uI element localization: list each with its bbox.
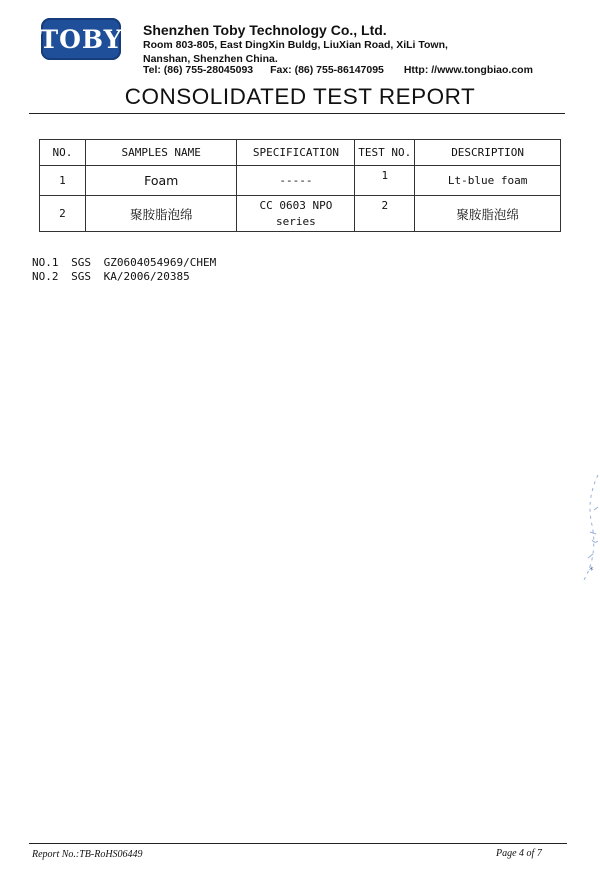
reference-report: GZ0604054969/CHEM — [103, 256, 217, 269]
report-title: CONSOLIDATED TEST REPORT — [124, 84, 476, 109]
cell-description: Lt-blue foam — [415, 166, 561, 196]
company-name: Shenzhen Toby Technology Co., Ltd. — [143, 22, 387, 38]
company-address — [143, 39, 448, 66]
cell-no: 1 — [40, 166, 86, 196]
header-test-no: TEST NO. — [355, 140, 415, 166]
title-divider — [29, 113, 565, 114]
reference-no: NO.1 — [32, 256, 59, 269]
table-row — [40, 166, 561, 196]
reference-item — [32, 270, 222, 284]
cell-test-no: 1 — [355, 166, 415, 196]
contact-line — [143, 64, 533, 76]
address-line-2: Nanshan, Shenzhen China. — [143, 52, 278, 65]
reference-item — [32, 256, 222, 270]
header-no: NO. — [40, 140, 86, 166]
logo-text: TOBY — [39, 24, 123, 54]
cell-no: 2 — [40, 196, 86, 232]
page-number: Page 4 of 7 — [496, 848, 542, 859]
cell-description: 聚胺脂泡绵 — [415, 196, 561, 232]
address-line-1: Room 803-805, East DingXin Buldg, LiuXian Road, XiLi Town, — [143, 39, 448, 51]
fax: Fax: (86) 755-86147095 — [270, 64, 384, 76]
samples-table — [39, 139, 561, 232]
reference-agency: SGS — [71, 270, 91, 283]
cell-specification: CC 0603 NPO series — [237, 196, 355, 232]
reference-report: KA/2006/20385 — [103, 270, 190, 283]
cell-sample-name: Foam — [85, 166, 237, 196]
header-specification: SPECIFICATION — [237, 140, 355, 166]
table-row — [40, 196, 561, 232]
company-logo — [41, 18, 121, 60]
report-number: Report No.:TB-RoHS06449 — [32, 849, 143, 860]
header-description: DESCRIPTION — [415, 140, 561, 166]
reference-agency: SGS — [71, 256, 91, 269]
partial-seal-stamp — [576, 470, 600, 600]
reference-no: NO.2 — [32, 270, 59, 283]
cell-specification: ----- — [237, 166, 355, 196]
header-samples-name: SAMPLES NAME — [85, 140, 237, 166]
cell-sample-name: 聚胺脂泡绵 — [85, 196, 237, 232]
cell-test-no: 2 — [355, 196, 415, 232]
table-header-row — [40, 140, 561, 166]
svg-text:*: * — [589, 566, 594, 576]
website: Http: //www.tongbiao.com — [403, 64, 533, 76]
footer-divider — [29, 843, 567, 844]
reference-list — [32, 256, 222, 284]
telephone: Tel: (86) 755-28045093 — [143, 64, 254, 76]
